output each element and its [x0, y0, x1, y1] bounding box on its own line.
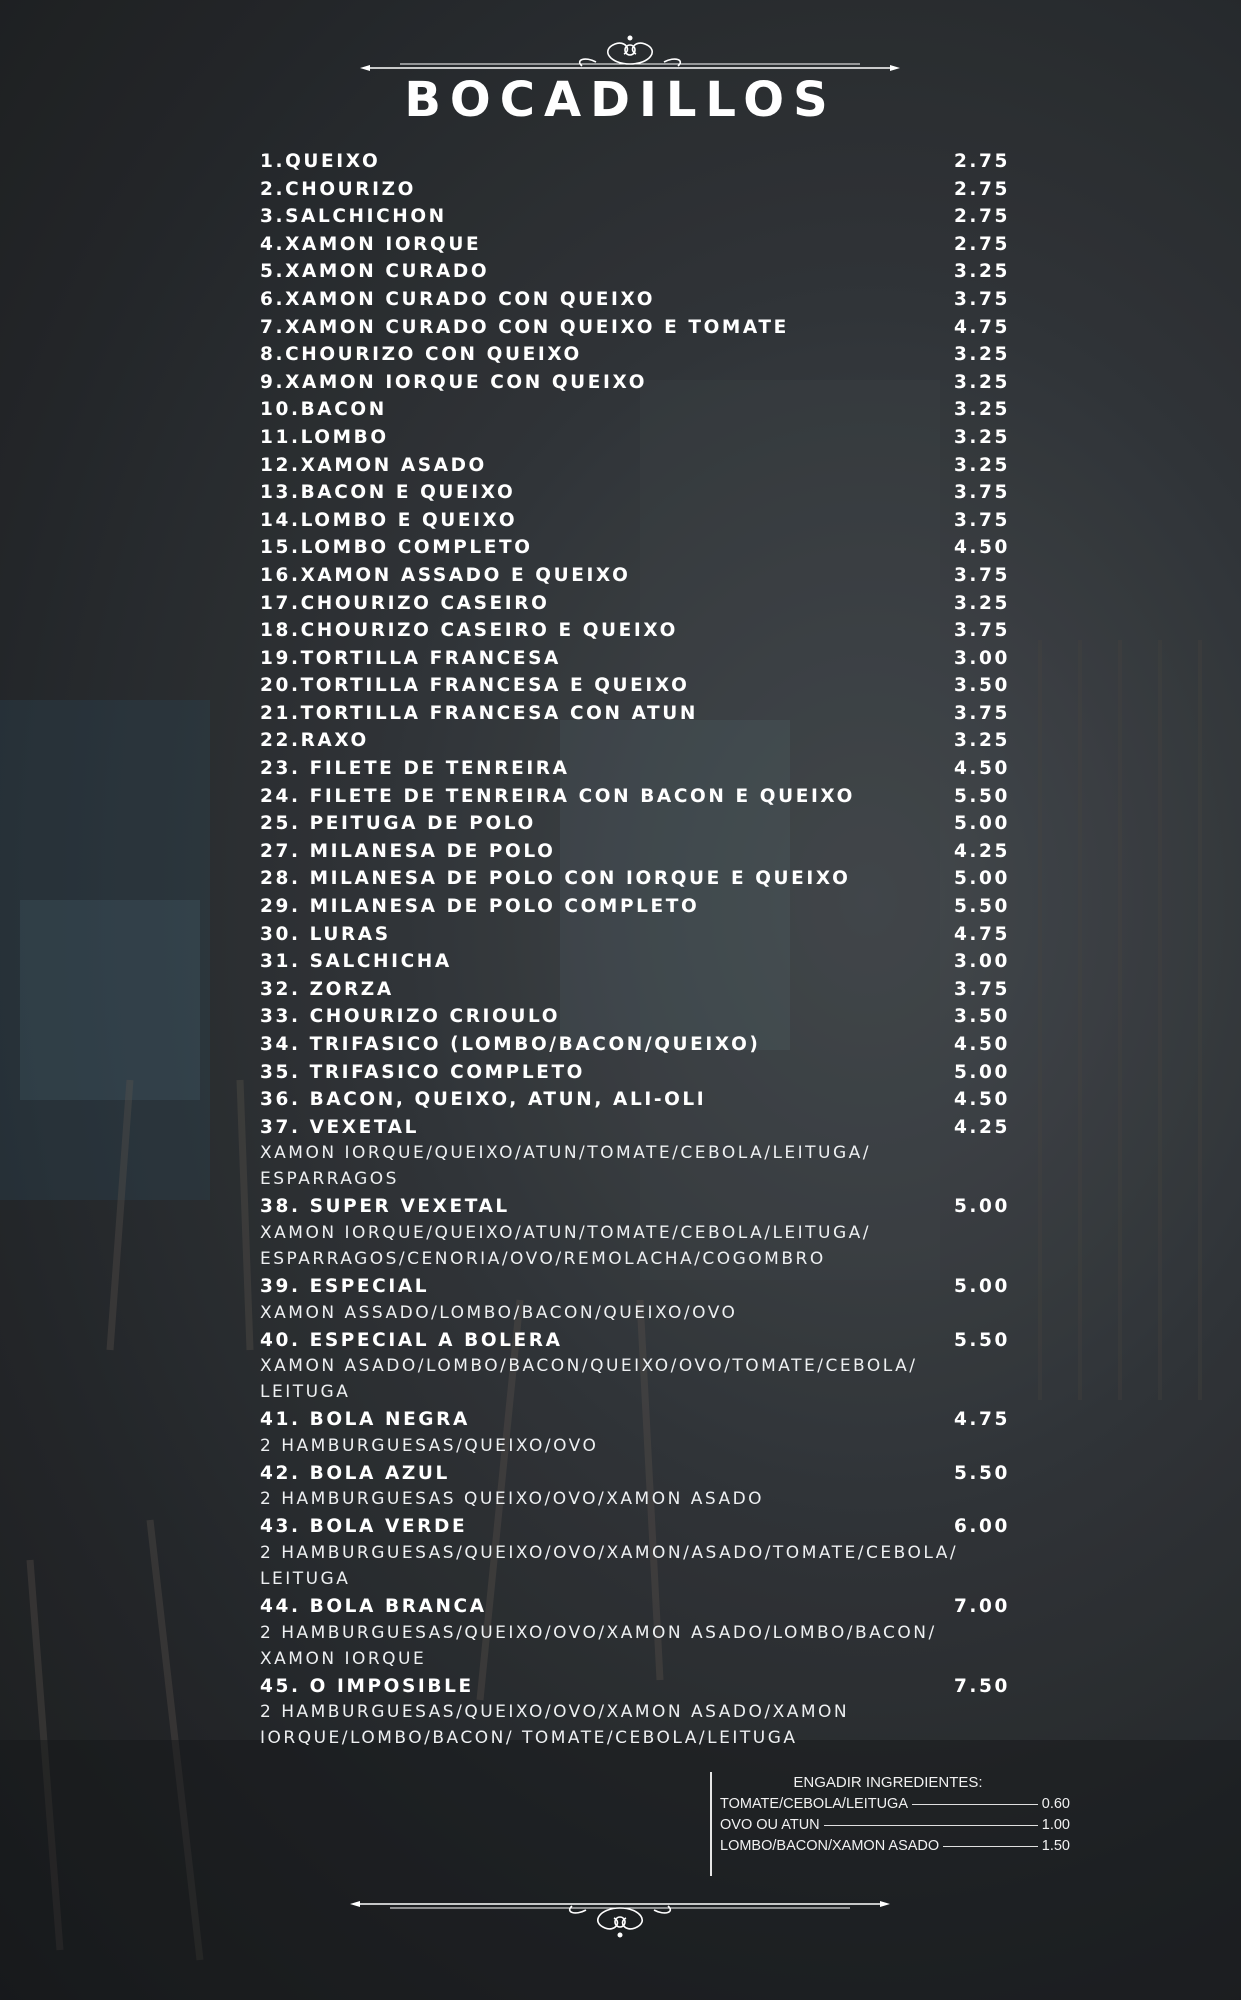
extras-price: 1.50 [1041, 1838, 1070, 1854]
item-price: 2.75 [953, 233, 1010, 255]
menu-item [260, 672, 1012, 700]
menu-item [260, 1003, 1012, 1031]
item-name: 8.CHOURIZO CON QUEIXO [260, 344, 582, 366]
item-name: 4.XAMON IORQUE [260, 233, 482, 255]
item-name: 3.SALCHICHON [260, 206, 447, 228]
item-price: 3.75 [953, 620, 1010, 642]
item-name: 36. BACON, QUEIXO, ATUN, ALI-OLI [260, 1089, 707, 1111]
menu-item [260, 645, 1012, 673]
menu-item [260, 562, 1012, 590]
menu-item [260, 286, 1012, 314]
item-name: 18.CHOURIZO CASEIRO E QUEIXO [260, 620, 678, 642]
item-name: 32. ZORZA [260, 978, 394, 1000]
extras-label: OVO OU ATUN [720, 1817, 820, 1833]
item-price: 6.00 [953, 1516, 1010, 1538]
menu-item [260, 1406, 1012, 1434]
menu-item [260, 1193, 1012, 1221]
menu-item [260, 534, 1012, 562]
extras-price: 1.00 [1041, 1817, 1070, 1833]
item-price: 3.25 [953, 261, 1010, 283]
extras-row [720, 1796, 1070, 1812]
item-description: XAMON IORQUE/QUEIXO/ATUN/TOMATE/CEBOLA/LEITUGA/ [260, 1143, 872, 1164]
item-name: 27. MILANESA DE POLO [260, 840, 556, 862]
item-price: 5.00 [953, 813, 1010, 835]
item-name: 25. PEITUGA DE POLO [260, 813, 536, 835]
item-description: LEITUGA [260, 1568, 351, 1589]
menu-item [260, 1327, 1012, 1355]
item-name: 31. SALCHICHA [260, 951, 452, 973]
item-price: 3.00 [953, 647, 1010, 669]
menu-item [260, 838, 1012, 866]
extras-title: ENGADIR INGREDIENTES: [793, 1774, 983, 1791]
extras-row [720, 1817, 1070, 1833]
menu-item [260, 424, 1012, 452]
menu-title: BOCADILLOS [404, 72, 837, 128]
item-name: 10.BACON [260, 399, 387, 421]
menu-item [260, 176, 1012, 204]
item-description: 2 HAMBURGUESAS/QUEIXO/OVO/XAMON ASADO/XAMON [260, 1702, 850, 1723]
menu-item [260, 1059, 1012, 1087]
menu-item [260, 203, 1012, 231]
item-price: 4.25 [953, 840, 1010, 862]
item-description: IORQUE/LOMBO/BACON/ TOMATE/CEBOLA/LEITUGA [260, 1728, 798, 1749]
item-price: 4.75 [953, 316, 1010, 338]
menu-item [260, 314, 1012, 342]
item-description: ESPARRAGOS/CENORIA/OVO/REMOLACHA/COGOMBRO [260, 1248, 826, 1269]
item-name: 40. ESPECIAL A BOLERA [260, 1329, 563, 1351]
item-price: 4.50 [953, 1034, 1010, 1055]
item-price: 3.50 [953, 675, 1010, 697]
menu-item [260, 1086, 1012, 1114]
item-name: 38. SUPER VEXETAL [260, 1196, 510, 1218]
menu-item [260, 727, 1012, 755]
item-name: 29. MILANESA DE POLO COMPLETO [260, 896, 700, 918]
item-name: 42. BOLA AZUL [260, 1462, 450, 1484]
menu-item [260, 479, 1012, 507]
menu-item [260, 810, 1012, 838]
item-price: 4.50 [953, 537, 1010, 559]
extras-box [710, 1772, 1070, 1880]
item-description: 2 HAMBURGUESAS QUEIXO/OVO/XAMON ASADO [260, 1489, 765, 1510]
item-name: 6.XAMON CURADO CON QUEIXO [260, 288, 656, 310]
item-price: 2.75 [953, 178, 1010, 200]
item-name: 21.TORTILLA FRANCESA CON ATUN [260, 702, 698, 724]
item-price: 4.75 [953, 923, 1010, 945]
item-name: 45. O IMPOSIBLE [260, 1675, 474, 1697]
dotted-leader [943, 1846, 1038, 1847]
extras-price: 0.60 [1041, 1796, 1070, 1812]
item-price: 5.50 [953, 785, 1010, 807]
item-price: 2.75 [953, 151, 1010, 172]
menu-item [260, 1593, 1012, 1621]
extras-row [720, 1838, 1070, 1854]
item-name: 43. BOLA VERDE [260, 1516, 468, 1538]
item-price: 3.25 [953, 454, 1010, 476]
item-name: 22.RAXO [260, 730, 369, 752]
menu-item [260, 1460, 1012, 1488]
item-description: 2 HAMBURGUESAS/QUEIXO/OVO/XAMON/ASADO/TOMATE/CEBOLA/ [260, 1542, 959, 1563]
item-name: 19.TORTILLA FRANCESA [260, 647, 561, 669]
menu-item [260, 396, 1012, 424]
extras-label: TOMATE/CEBOLA/LEITUGA [720, 1796, 909, 1812]
menu-item [260, 948, 1012, 976]
item-price: 3.25 [953, 592, 1010, 614]
item-name: 9.XAMON IORQUE CON QUEIXO [260, 371, 648, 393]
menu-item [260, 507, 1012, 535]
item-description: XAMON ASADO/LOMBO/BACON/QUEIXO/OVO/TOMATE/CEBOLA/ [260, 1356, 918, 1377]
item-price: 3.75 [953, 564, 1010, 586]
item-price: 4.50 [953, 1089, 1010, 1111]
item-description: 2 HAMBURGUESAS/QUEIXO/OVO [260, 1435, 599, 1456]
item-price: 3.25 [953, 730, 1010, 752]
menu-item [260, 452, 1012, 480]
item-name: 13.BACON E QUEIXO [260, 482, 516, 504]
menu-item [260, 590, 1012, 618]
item-name: 28. MILANESA DE POLO CON IORQUE E QUEIXO [260, 868, 851, 890]
item-name: 33. CHOURIZO CRIOULO [260, 1006, 561, 1028]
dotted-leader [912, 1804, 1038, 1805]
menu-item [260, 617, 1012, 645]
extras-label: LOMBO/BACON/XAMON ASADO [720, 1838, 940, 1854]
item-price: 5.50 [953, 1329, 1010, 1351]
item-description: 2 HAMBURGUESAS/QUEIXO/OVO/XAMON ASADO/LOMBO/BACON/ [260, 1622, 937, 1643]
item-price: 3.25 [953, 344, 1010, 366]
item-price: 4.75 [953, 1409, 1010, 1431]
item-name: 1.QUEIXO [260, 151, 381, 172]
item-price: 3.25 [953, 399, 1010, 421]
item-name: 39. ESPECIAL [260, 1275, 430, 1297]
item-price: 5.00 [953, 868, 1010, 890]
item-price: 5.00 [953, 1275, 1010, 1297]
item-price: 3.00 [953, 951, 1010, 973]
menu-item [260, 1513, 1012, 1541]
item-name: 41. BOLA NEGRA [260, 1409, 470, 1431]
menu-item [260, 231, 1012, 259]
menu-item [260, 1031, 1012, 1059]
item-name: 11.LOMBO [260, 426, 389, 448]
item-price: 3.75 [953, 509, 1010, 531]
item-name: 24. FILETE DE TENREIRA CON BACON E QUEIXO [260, 785, 855, 807]
item-name: 15.LOMBO COMPLETO [260, 537, 533, 559]
menu-item [260, 700, 1012, 728]
menu-list [260, 148, 1012, 1752]
item-name: 7.XAMON CURADO CON QUEIXO E TOMATE [260, 316, 789, 338]
bottom-ornament [350, 1880, 890, 1940]
item-price: 5.00 [953, 1196, 1010, 1218]
item-price: 3.75 [953, 288, 1010, 310]
item-price: 7.00 [953, 1595, 1010, 1617]
menu-item [260, 1273, 1012, 1301]
menu-item [260, 1114, 1012, 1142]
menu-item [260, 865, 1012, 893]
item-description: XAMON IORQUE [260, 1648, 427, 1669]
item-name: 23. FILETE DE TENREIRA [260, 758, 570, 780]
item-name: 20.TORTILLA FRANCESA E QUEIXO [260, 675, 690, 697]
item-description: ESPARRAGOS [260, 1169, 399, 1190]
menu-item [260, 755, 1012, 783]
item-price: 5.50 [953, 896, 1010, 918]
item-name: 17.CHOURIZO CASEIRO [260, 592, 550, 614]
item-price: 3.75 [953, 482, 1010, 504]
menu-item [260, 148, 1012, 176]
item-description: XAMON ASSADO/LOMBO/BACON/QUEIXO/OVO [260, 1302, 738, 1323]
item-price: 5.50 [953, 1462, 1010, 1484]
item-name: 16.XAMON ASSADO E QUEIXO [260, 564, 631, 586]
item-description: LEITUGA [260, 1382, 351, 1403]
item-name: 35. TRIFASICO COMPLETO [260, 1061, 585, 1083]
item-price: 3.25 [953, 371, 1010, 393]
menu-item [260, 783, 1012, 811]
item-price: 4.25 [953, 1116, 1010, 1138]
menu-item [260, 893, 1012, 921]
item-price: 5.00 [953, 1061, 1010, 1083]
item-name: 5.XAMON CURADO [260, 261, 490, 283]
item-name: 37. VEXETAL [260, 1116, 419, 1138]
dotted-leader [824, 1825, 1038, 1826]
item-price: 4.50 [953, 758, 1010, 780]
item-price: 3.75 [953, 978, 1010, 1000]
menu-item [260, 1673, 1012, 1701]
item-price: 7.50 [953, 1675, 1010, 1697]
item-price: 3.75 [953, 702, 1010, 724]
menu-item [260, 976, 1012, 1004]
item-name: 14.LOMBO E QUEIXO [260, 509, 518, 531]
item-name: 2.CHOURIZO [260, 178, 416, 200]
menu-item [260, 921, 1012, 949]
item-price: 3.50 [953, 1006, 1010, 1028]
menu-item [260, 341, 1012, 369]
item-description: XAMON IORQUE/QUEIXO/ATUN/TOMATE/CEBOLA/LEITUGA/ [260, 1222, 872, 1243]
item-price: 3.25 [953, 426, 1010, 448]
item-name: 12.XAMON ASADO [260, 454, 487, 476]
item-name: 34. TRIFASICO (LOMBO/BACON/QUEIXO) [260, 1034, 761, 1055]
menu-item [260, 258, 1012, 286]
item-name: 30. LURAS [260, 923, 391, 945]
item-price: 2.75 [953, 206, 1010, 228]
menu-item [260, 369, 1012, 397]
item-name: 44. BOLA BRANCA [260, 1595, 487, 1617]
